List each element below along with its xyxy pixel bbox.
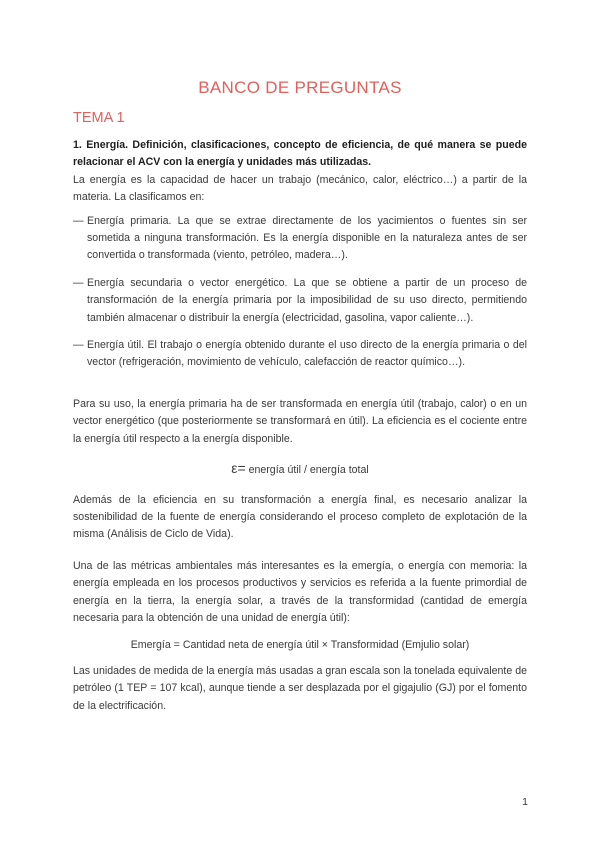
spacer <box>73 544 527 558</box>
energy-types-list <box>73 213 527 372</box>
acv-paragraph: Además de la eficiencia en su transformación a energía final, es necesario analizar la sostenibilidad de la fuente de energía considerando el proceso completo de explotación de la misma (Análisis de Ciclo de Vida). <box>73 493 527 541</box>
question-text: 1. Energía. Definición, clasificaciones, concepto de eficiencia, de qué manera se puede relacionar el ACV con la energía y unidades más utilizadas. <box>73 139 527 169</box>
spacer <box>73 382 527 396</box>
document-title: BANCO DE PREGUNTAS <box>198 78 402 97</box>
list-item-text: Energía útil. El trabajo o energía obtenido durante el uso directo de la energía primaria o del vector (refrigeración, movimiento de vehículo, calefacción de reactor químico…). <box>87 339 527 369</box>
dash-bullet: — <box>73 339 84 352</box>
epsilon-symbol: ε= <box>231 460 246 477</box>
list-item-text: Energía secundaria o vector energético. La que se obtiene a partir de un proceso de transformación de la energía primaria por la imposibilidad de su uso directo, permitiendo también almacenar o distribuir la energía (electricidad, gasolina, vapor caliente…). <box>87 276 527 324</box>
document-body <box>73 137 527 715</box>
formula-expression: energía útil / energía total <box>245 464 369 477</box>
dash-bullet: — <box>73 276 84 289</box>
list-item <box>73 275 527 327</box>
efficiency-formula <box>73 460 527 479</box>
list-item <box>73 213 527 265</box>
intro-paragraph: La energía es la capacidad de hacer un trabajo (mecánico, calor, eléctrico…) a partir de la materia. La clasificamos en: <box>73 173 527 204</box>
page-number: 1 <box>522 796 528 808</box>
list-item <box>73 337 527 372</box>
emergy-formula: Emergía = Cantidad neta de energía útil × Transformidad (Emjulio solar) <box>130 639 470 652</box>
section-heading: TEMA 1 <box>73 110 125 126</box>
emergy-paragraph: Una de las métricas ambientales más interesantes es la emergía, o energía con memoria: la energía empleada en los procesos productivos y servicios es referida a la fuente primordial de energía en la tierra, la energía solar, a través de la transformidad (cantidad de emergía necesaria para la obtención de una unidad de energía útil): <box>73 559 527 624</box>
efficiency-paragraph: Para su uso, la energía primaria ha de ser transformada en energía útil (trabajo, calor) o en un vector energético (que posteriormente se transformará en útil). La eficiencia es el cociente entre la energía útil respecto a la energía disponible. <box>73 397 527 445</box>
list-item-text: Energía primaria. La que se extrae directamente de los yacimientos o fuentes sin ser sometida a ninguna transformación. Es la energía disponible en la naturaleza antes de ser convertida o transformada (viento, petróleo, madera…). <box>87 214 527 262</box>
units-paragraph: Las unidades de medida de la energía más usadas a gran escala son la tonelada equivalente de petróleo (1 TEP = 107 kcal), aunque tiende a ser desplazada por el gigajulio (GJ) por el fomento de la electrificación. <box>73 664 527 712</box>
dash-bullet: — <box>73 214 84 227</box>
